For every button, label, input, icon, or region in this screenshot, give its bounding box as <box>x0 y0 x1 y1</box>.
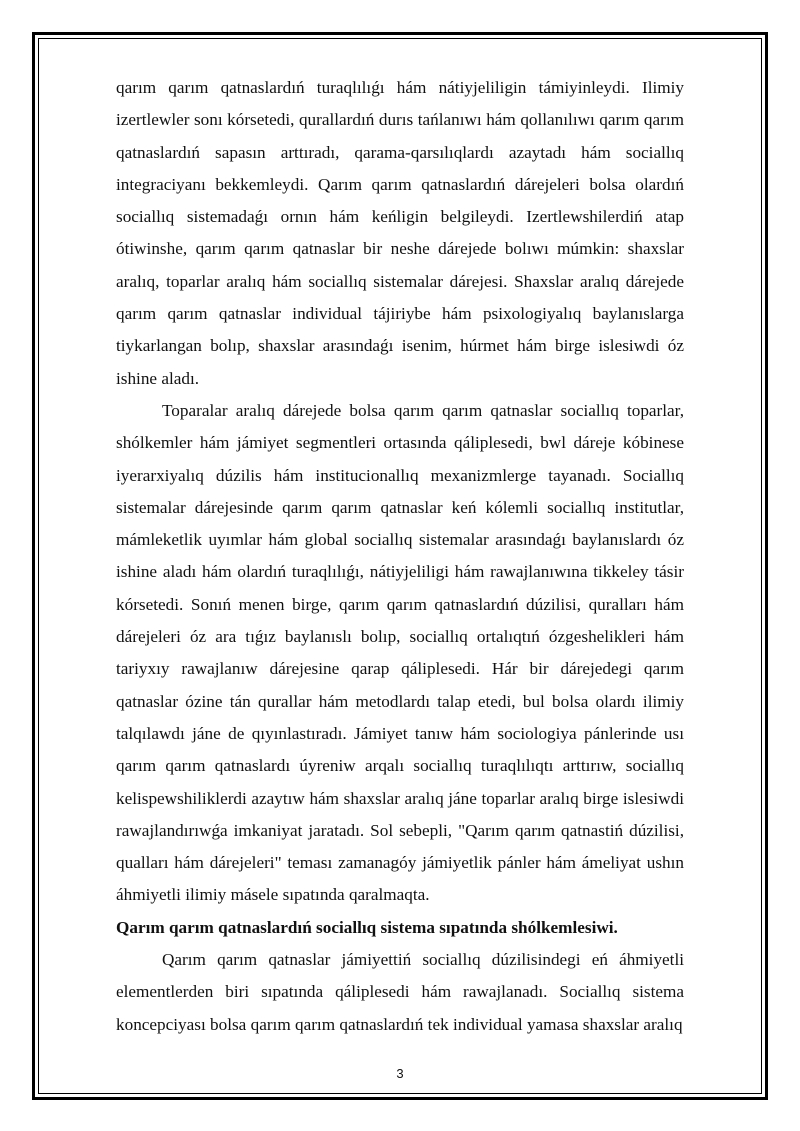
paragraph-2: Toparalar aralıq dárejede bolsa qarım qarım qatnaslar sociallıq toparlar, shólkemler hám jámiyet segmentleri ortasında qáliplesedi, bwl dáreje kóbinese iyerarxiyalıq dúzilis hám institucionallıq mexanizmlerge tayanadı. Sociallıq sistemalar dárejesinde qarım qarım qatnaslar keń kólemli sociallıq institutlar, mámleketlik uyımlar hám global sociallıq sistemalar arasındaǵı baylanıslardı óz ishine aladı hám olardıń turaqlılıǵı, nátiyjeliligi hám rawajlanıwına tikkeley tásir kórsetedi. Sonıń menen birge, qarım qarım qatnaslardıń dúzilisi, quralları hám dárejeleri óz ara tıǵız baylanıslı bolıp, sociallıq ortalıqtıń ózgeshelikleri hám tariyxıy rawajlanıw dárejesine qarap qáliplesedi. Hár bir dárejedegi qarım qatnaslar ózine tán qurallar hám metodlardı talap etedi, bul bolsa olardı ilimiy talqılawdı jáne de qıyınlastıradı. Jámiyet tanıw hám sociologiya pánlerinde usı qarım qarım qatnaslardı úyreniw arqalı sociallıq turaqlılıqtı arttırıw, sociallıq kelispewshiliklerdi azaytıw hám shaxslar aralıq jáne toparlar aralıq birge islesiwdi rawajlandırıwǵa imkaniyat jaratadı. Sol sebepli, "Qarım qarım qatnastiń dúzilisi, qualları hám dárejeleri" teması zamanagóy jámiyetlik pánler hám ámeliyat ushın áhmiyetli ilimiy másele sıpatında qaralmaqta. <box>116 400 684 905</box>
section-heading: Qarım qarım qatnaslardıń sociallıq sistema sıpatında shólkemlesiwi. <box>116 917 618 937</box>
page-number: 3 <box>396 1066 404 1081</box>
paragraph-3: Qarım qarım qatnaslar jámiyettiń sociallıq dúzilisindegi eń áhmiyetli elementlerden biri sıpatında qáliplesedi hám rawajlanadı. Sociallıq sistema koncepciyası bolsa qarım qarım qatnaslardıń tek individual yamasa shaxslar aralıq <box>116 950 684 1034</box>
document-body <box>116 72 684 1041</box>
paragraph-1: qarım qarım qatnaslardıń turaqlılıǵı hám nátiyjeliligin támiyinleydi. Ilimiy izertlewler sonı kórsetedi, qurallardıń durıs tańlanıwı hám qollanılıwı qarım qarım qatnaslardıń sapasın arttıradı, qarama-qarsılıqlardı azaytadı hám sociallıq integraciyanı bekkemleydi. Qarım qarım qatnaslardıń dárejeleri bolsa olardıń sociallıq sistemadaǵı ornın hám keńligin belgileydi. Izertlewshilerdiń atap ótiwinshe, qarım qarım qatnaslar bir neshe dárejede bolıwı múmkin: shaxslar aralıq, toparlar aralıq hám sociallıq sistemalar dárejesi. Shaxslar aralıq dárejede qarım qarım qatnaslar individual tájiriybe hám psixologiyalıq baylanıslarga tiykarlangan bolıp, shaxslar arasındaǵı isenim, húrmet hám birge islesiwdi óz ishine aladı. <box>116 78 684 388</box>
